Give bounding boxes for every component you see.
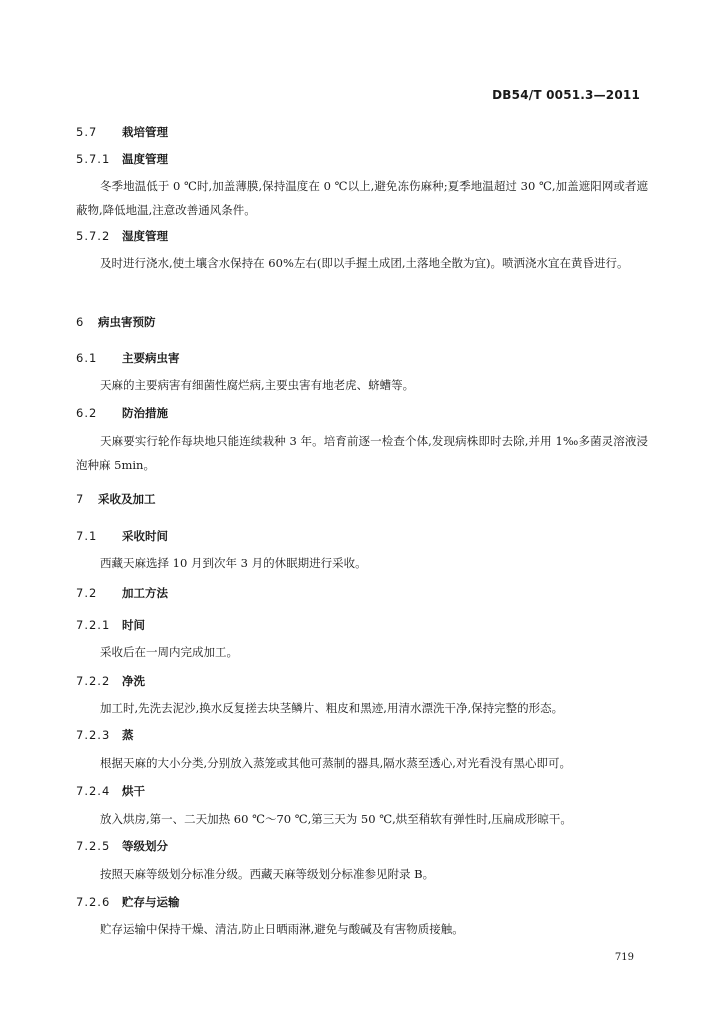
section-heading-7-2-3	[76, 727, 134, 743]
section-heading-7-2-1	[76, 617, 145, 633]
section-title: 主要病虫害	[122, 351, 180, 365]
section-number: 6.2	[76, 406, 98, 420]
section-heading-6	[76, 314, 156, 330]
section-title: 加工方法	[122, 586, 168, 600]
section-heading-5-7-1	[76, 151, 168, 167]
paragraph-prevention: 天麻要实行轮作每块地只能连续栽种 3 年。培育前逐一检查个体,发现病株即时去除,并用 1‰多菌灵溶液浸泡种麻 5min。	[76, 434, 648, 472]
section-title: 蒸	[122, 728, 134, 742]
section-title: 湿度管理	[122, 229, 168, 243]
section-title: 温度管理	[122, 152, 168, 166]
section-title: 采收时间	[122, 529, 168, 543]
paragraph-grading: 按照天麻等级划分标准分级。西藏天麻等级划分标准参见附录 B。	[100, 867, 435, 881]
section-number: 6.1	[76, 351, 98, 365]
section-heading-6-2	[76, 405, 168, 421]
paragraph-humidity: 及时进行浇水,使土壤含水保持在 60%左右(即以手握土成团,土落地全散为宜)。喷洒浇水宜在黄昏进行。	[100, 256, 629, 270]
section-number: 7.2.2	[76, 674, 111, 688]
paragraph-harvest-time: 西藏天麻选择 10 月到次年 3 月的休眠期进行采收。	[100, 556, 367, 570]
paragraph-steaming: 根据天麻的大小分类,分别放入蒸笼或其他可蒸制的器具,隔水蒸至透心,对光看没有黑心即可。	[100, 756, 571, 770]
section-heading-7-2-5	[76, 838, 168, 854]
section-heading-7-2-4	[76, 783, 145, 799]
section-number: 5.7	[76, 125, 98, 139]
section-heading-7	[76, 491, 156, 507]
section-number: 7	[76, 492, 85, 506]
section-title: 防治措施	[122, 406, 168, 420]
section-title: 采收及加工	[98, 492, 156, 506]
paragraph-pests: 天麻的主要病害有细菌性腐烂病,主要虫害有地老虎、蛴螬等。	[100, 378, 415, 392]
section-title: 栽培管理	[122, 125, 168, 139]
section-title: 贮存与运输	[122, 895, 180, 909]
section-heading-7-2	[76, 585, 168, 601]
section-number: 5.7.2	[76, 229, 111, 243]
section-number: 7.2.6	[76, 895, 111, 909]
page-number: 719	[614, 952, 634, 963]
section-number: 5.7.1	[76, 152, 111, 166]
section-title: 净洗	[122, 674, 145, 688]
section-number: 7.2.4	[76, 784, 111, 798]
section-number: 6	[76, 315, 85, 329]
paragraph-storage-transport: 贮存运输中保持干燥、清洁,防止日晒雨淋,避免与酸碱及有害物质接触。	[100, 922, 464, 936]
section-number: 7.2.1	[76, 618, 111, 632]
paragraph-drying: 放入烘房,第一、二天加热 60 ℃～70 ℃,第三天为 50 ℃,烘至稍软有弹性时,压扁成形晾干。	[100, 812, 572, 826]
section-heading-7-1	[76, 528, 168, 544]
section-number: 7.1	[76, 529, 98, 543]
section-heading-5-7	[76, 124, 168, 140]
paragraph-processing-time: 采收后在一周内完成加工。	[100, 645, 238, 659]
section-heading-6-1	[76, 350, 180, 366]
section-heading-5-7-2	[76, 228, 168, 244]
section-number: 7.2	[76, 586, 98, 600]
document-code: DB54/T 0051.3—2011	[492, 88, 640, 102]
paragraph-washing: 加工时,先洗去泥沙,换水反复搓去块茎鳞片、粗皮和黑迹,用清水漂洗干净,保持完整的形态。	[100, 701, 564, 715]
paragraph-temperature: 冬季地温低于 0 ℃时,加盖薄膜,保持温度在 0 ℃以上,避免冻伤麻种;夏季地温超过 30 ℃,加盖遮阳网或者遮蔽物,降低地温,注意改善通风条件。	[76, 179, 648, 217]
section-title: 时间	[122, 618, 145, 632]
section-number: 7.2.3	[76, 728, 111, 742]
section-title: 烘干	[122, 784, 145, 798]
section-title: 病虫害预防	[98, 315, 156, 329]
section-heading-7-2-2	[76, 673, 145, 689]
section-number: 7.2.5	[76, 839, 111, 853]
section-heading-7-2-6	[76, 894, 180, 910]
section-title: 等级划分	[122, 839, 168, 853]
